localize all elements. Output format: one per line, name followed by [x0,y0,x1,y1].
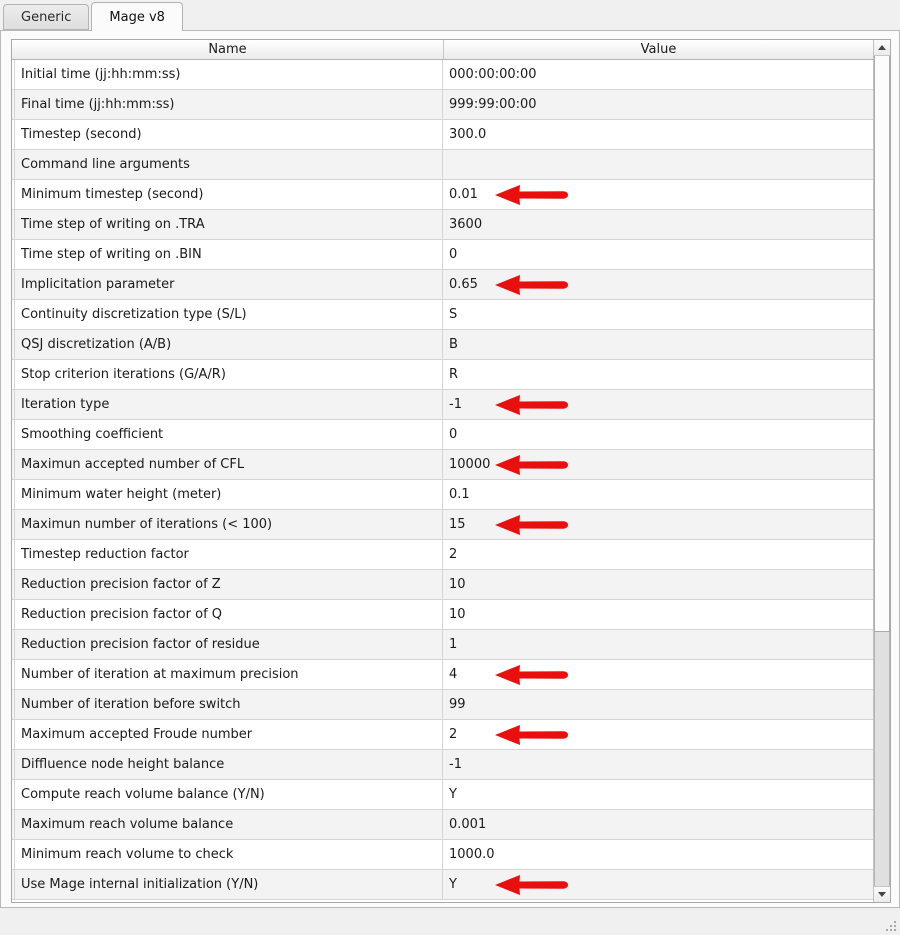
table-row[interactable] [12,600,873,630]
param-value: 300.0 [449,127,487,142]
param-value: 0.65 [449,277,478,292]
param-name-cell: Implicitation parameter [15,270,443,299]
param-value-cell[interactable] [443,780,873,809]
param-name-cell: Reduction precision factor of Q [15,600,443,629]
param-name-cell: Number of iteration at maximum precision [15,660,443,689]
table-row[interactable] [12,180,873,210]
param-value-cell[interactable] [443,210,873,239]
param-name-cell: Smoothing coefficient [15,420,443,449]
param-value: 000:00:00:00 [449,67,537,82]
parameter-table [11,39,891,903]
table-row[interactable] [12,480,873,510]
param-value: B [449,337,458,352]
param-value-cell[interactable] [443,330,873,359]
table-row[interactable] [12,300,873,330]
param-name-cell: Maximun accepted number of CFL [15,450,443,479]
param-name-cell: Use Mage internal initialization (Y/N) [15,870,443,899]
param-name-cell: Maximum reach volume balance [15,810,443,839]
param-value-cell[interactable] [443,420,873,449]
param-value-cell[interactable] [443,570,873,599]
param-value-cell[interactable] [443,60,873,89]
red-arrow-annotation [493,663,571,686]
param-value-cell[interactable] [443,450,873,479]
param-value-cell[interactable] [443,480,873,509]
table-row[interactable] [12,630,873,660]
param-name-cell: Maximum accepted Froude number [15,720,443,749]
resize-grip-icon[interactable] [882,917,898,933]
table-row[interactable] [12,570,873,600]
param-name-cell: Timestep reduction factor [15,540,443,569]
table-row[interactable] [12,660,873,690]
table-row[interactable] [12,720,873,750]
vertical-scrollbar[interactable] [873,40,890,902]
scroll-up-button[interactable] [874,40,890,56]
param-value: 3600 [449,217,483,232]
param-name-cell: Minimum timestep (second) [15,180,443,209]
table-row[interactable] [12,270,873,300]
red-arrow-annotation [493,183,571,206]
scroll-down-icon [878,892,886,897]
param-name-cell: Reduction precision factor of Z [15,570,443,599]
param-name-cell: Stop criterion iterations (G/A/R) [15,360,443,389]
column-header-name[interactable]: Name [12,40,444,59]
table-row[interactable] [12,420,873,450]
table-row[interactable] [12,870,873,900]
param-value: S [449,307,458,322]
param-value: 10 [449,607,466,622]
param-value-cell[interactable] [443,810,873,839]
param-name-cell: Final time (jj:hh:mm:ss) [15,90,443,119]
table-row[interactable] [12,750,873,780]
tab-bar [0,0,900,31]
red-arrow-annotation [493,273,571,296]
param-name-cell: Number of iteration before switch [15,690,443,719]
param-value-cell[interactable] [443,840,873,869]
param-name-cell: Minimum water height (meter) [15,480,443,509]
param-value: 15 [449,517,466,532]
param-value-cell[interactable] [443,690,873,719]
param-value-cell[interactable] [443,90,873,119]
table-row[interactable] [12,360,873,390]
param-value: 99 [449,697,466,712]
param-value: -1 [449,757,462,772]
table-header [12,40,873,60]
table-row[interactable] [12,240,873,270]
param-value-cell[interactable] [443,540,873,569]
param-value: 0.01 [449,187,478,202]
red-arrow-annotation [493,453,571,476]
param-value-cell[interactable] [443,300,873,329]
param-value-cell[interactable] [443,360,873,389]
table-row[interactable] [12,690,873,720]
param-value-cell[interactable] [443,270,873,299]
param-value-cell[interactable] [443,120,873,149]
param-value-cell[interactable] [443,240,873,269]
param-value: 0 [449,427,458,442]
table-row[interactable] [12,540,873,570]
param-value-cell[interactable] [443,630,873,659]
table-row[interactable] [12,90,873,120]
param-value: 1000.0 [449,847,495,862]
param-value-cell[interactable] [443,660,873,689]
param-name-cell: Time step of writing on .TRA [15,210,443,239]
param-value: 0 [449,247,458,262]
column-header-value[interactable]: Value [640,42,677,57]
param-value: 999:99:00:00 [449,97,537,112]
param-name-cell: Reduction precision factor of residue [15,630,443,659]
param-value: 10 [449,577,466,592]
scrollbar-thumb[interactable] [874,56,890,632]
tab-content-pane [0,30,900,908]
param-value-cell[interactable] [443,150,873,179]
param-name-cell: Maximun number of iterations (< 100) [15,510,443,539]
red-arrow-annotation [493,873,571,896]
param-value: -1 [449,397,462,412]
param-value-cell[interactable] [443,870,873,899]
status-bar [0,908,900,935]
table-row[interactable] [12,780,873,810]
table-row[interactable] [12,330,873,360]
param-value: R [449,367,459,382]
red-arrow-annotation [493,393,571,416]
param-value: 2 [449,547,458,562]
param-name-cell: Minimum reach volume to check [15,840,443,869]
param-value: 0.1 [449,487,470,502]
red-arrow-annotation [493,513,571,536]
param-name-cell: Timestep (second) [15,120,443,149]
param-value: 0.001 [449,817,487,832]
param-name-cell: QSJ discretization (A/B) [15,330,443,359]
table-row[interactable] [12,810,873,840]
table-row[interactable] [12,210,873,240]
param-value-cell[interactable] [443,750,873,779]
red-arrow-annotation [493,723,571,746]
param-value-cell[interactable] [443,600,873,629]
scrollbar-track[interactable] [874,632,890,886]
param-value: 2 [449,727,458,742]
table-row[interactable] [12,510,873,540]
param-value-cell[interactable] [443,510,873,539]
param-value-cell[interactable] [443,180,873,209]
param-value: 4 [449,667,458,682]
param-name-cell: Continuity discretization type (S/L) [15,300,443,329]
tab-mage-v8-label: Mage v8 [109,9,165,25]
tab-generic[interactable] [3,4,89,30]
param-name-cell: Initial time (jj:hh:mm:ss) [15,60,443,89]
scroll-up-icon [878,45,886,50]
table-row[interactable] [12,450,873,480]
param-name-cell: Time step of writing on .BIN [15,240,443,269]
table-row[interactable] [12,60,873,90]
param-value: Y [449,787,457,802]
param-value-cell[interactable] [443,720,873,749]
param-name-cell: Command line arguments [15,150,443,179]
table-row[interactable] [12,840,873,870]
table-row[interactable] [12,120,873,150]
param-value-cell[interactable] [443,390,873,419]
table-body [12,60,873,900]
param-name-cell: Diffluence node height balance [15,750,443,779]
table-row[interactable] [12,150,873,180]
scroll-down-button[interactable] [874,886,890,902]
param-value: 1 [449,637,458,652]
tab-mage-v8[interactable] [91,2,183,31]
table-row[interactable] [12,390,873,420]
param-value: Y [449,877,457,892]
tab-generic-label: Generic [21,9,72,25]
param-name-cell: Compute reach volume balance (Y/N) [15,780,443,809]
param-value: 10000 [449,457,491,472]
param-name-cell: Iteration type [15,390,443,419]
